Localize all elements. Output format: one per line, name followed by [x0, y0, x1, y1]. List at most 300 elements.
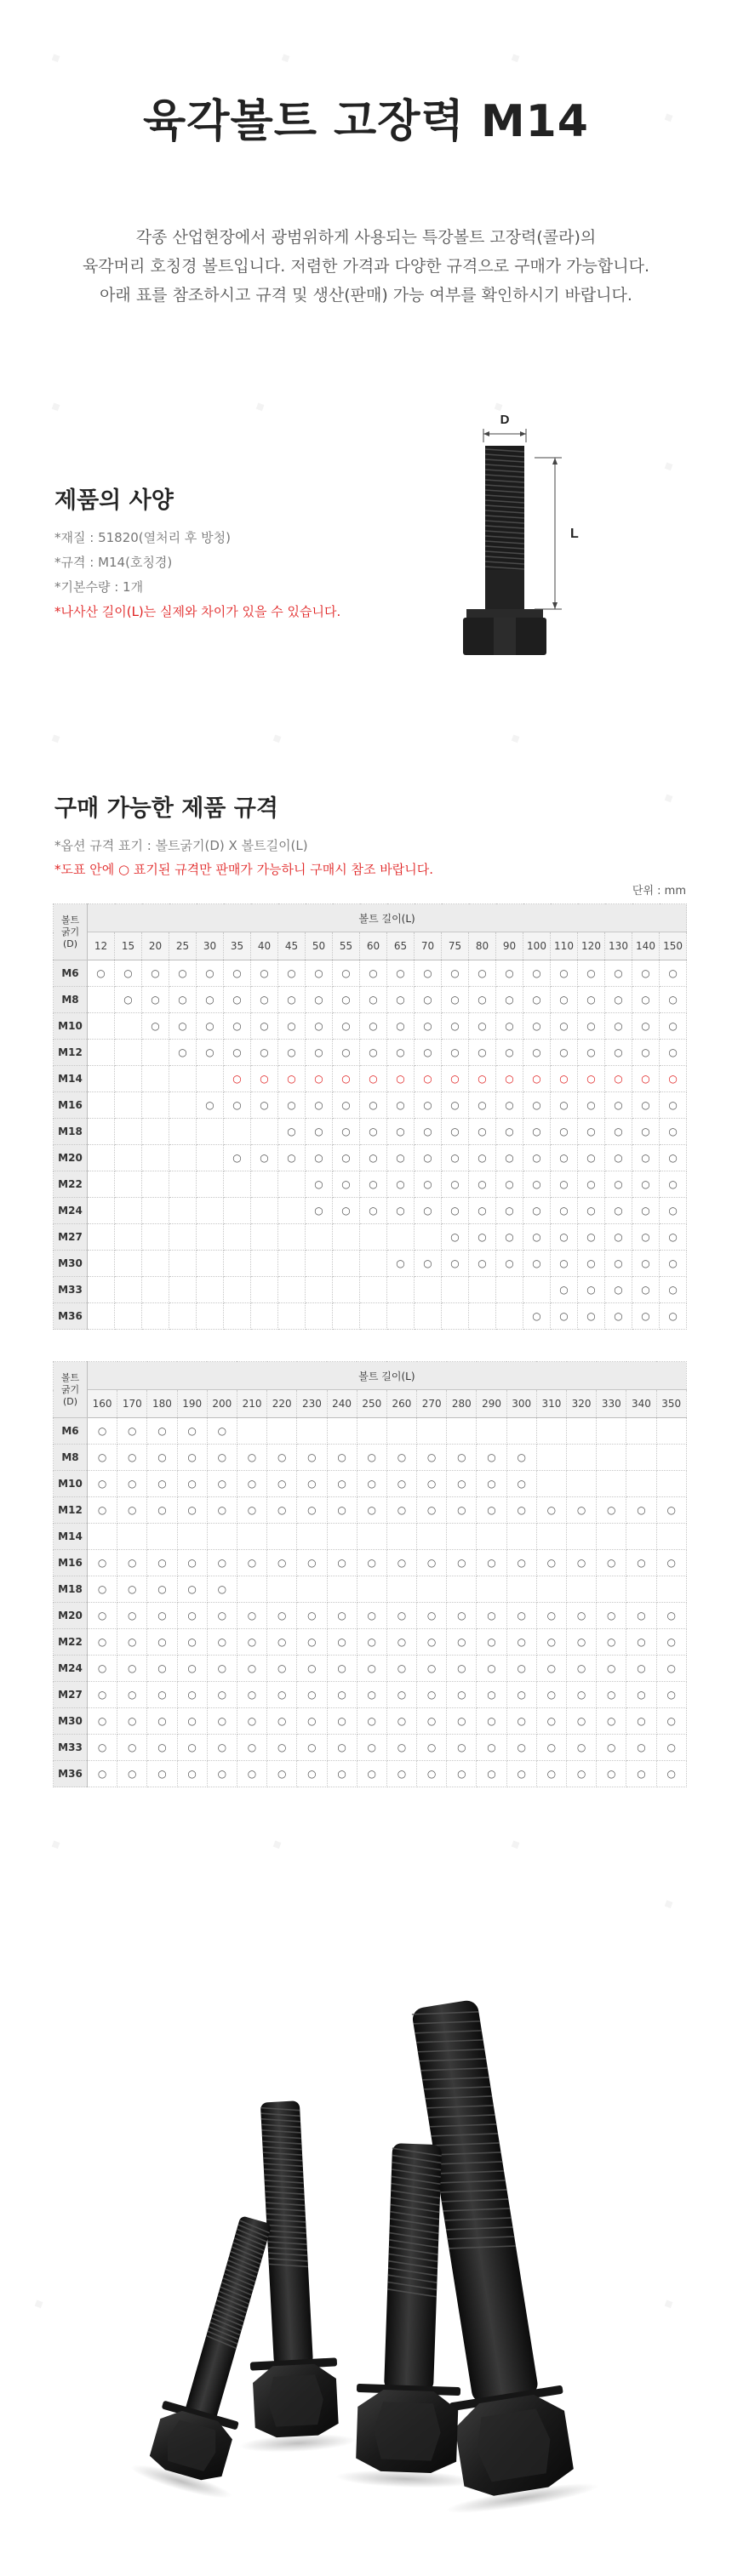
available-mark: ○: [523, 1040, 551, 1066]
available-mark: ○: [536, 1603, 566, 1629]
available-mark: ○: [357, 1656, 386, 1682]
available-mark: ○: [417, 1735, 447, 1761]
available-mark: ○: [169, 1013, 197, 1040]
available-mark: ○: [523, 1303, 551, 1330]
available-mark: ○: [142, 987, 169, 1013]
empty-cell: [88, 1277, 115, 1303]
available-mark: ○: [477, 1445, 506, 1471]
available-mark: ○: [506, 1603, 536, 1629]
available-mark: ○: [237, 1735, 266, 1761]
available-mark: ○: [551, 1303, 578, 1330]
available-mark: ○: [327, 1682, 357, 1708]
available-mark: ○: [442, 1066, 469, 1092]
available-mark: ○: [267, 1708, 297, 1735]
length-column-header: 300: [506, 1390, 536, 1418]
available-mark: ○: [477, 1471, 506, 1497]
available-mark: ○: [415, 1013, 442, 1040]
available-mark: ○: [251, 960, 278, 987]
empty-cell: [147, 1524, 177, 1550]
available-mark: ○: [360, 1013, 387, 1040]
length-column-header: 260: [386, 1390, 416, 1418]
empty-cell: [197, 1198, 224, 1224]
available-mark: ○: [327, 1471, 357, 1497]
available-mark: ○: [387, 1092, 415, 1119]
diameter-row-header: M20: [54, 1603, 88, 1629]
available-mark: ○: [605, 1145, 632, 1171]
available-mark: ○: [142, 1013, 169, 1040]
available-mark: ○: [297, 1735, 327, 1761]
available-mark: ○: [578, 1119, 605, 1145]
empty-cell: [306, 1251, 333, 1277]
available-mark: ○: [88, 1550, 117, 1576]
length-column-header: 270: [417, 1390, 447, 1418]
available-mark: ○: [442, 1224, 469, 1251]
empty-cell: [442, 1303, 469, 1330]
available-mark: ○: [578, 1013, 605, 1040]
available-mark: ○: [578, 1251, 605, 1277]
empty-cell: [197, 1277, 224, 1303]
empty-cell: [88, 1303, 115, 1330]
available-mark: ○: [327, 1445, 357, 1471]
length-column-header: 65: [387, 932, 415, 960]
available-mark: ○: [177, 1656, 207, 1682]
table-length-header: 볼트 길이(L): [88, 1362, 687, 1390]
available-mark: ○: [660, 987, 687, 1013]
empty-cell: [327, 1576, 357, 1603]
empty-cell: [115, 1092, 142, 1119]
available-mark: ○: [88, 1629, 117, 1656]
available-mark: ○: [333, 1171, 360, 1198]
available-mark: ○: [506, 1445, 536, 1471]
available-mark: ○: [387, 1198, 415, 1224]
available-mark: ○: [578, 1303, 605, 1330]
available-mark: ○: [523, 1171, 551, 1198]
empty-cell: [536, 1418, 566, 1445]
available-mark: ○: [224, 1013, 251, 1040]
length-column-header: 310: [536, 1390, 566, 1418]
length-column-header: 12: [88, 932, 115, 960]
available-mark: ○: [224, 1066, 251, 1092]
length-column-header: 140: [632, 932, 660, 960]
spec-item: *규격 : M14(호칭경): [54, 555, 173, 570]
available-mark: ○: [207, 1761, 237, 1787]
available-mark: ○: [578, 1092, 605, 1119]
diameter-label: D: [500, 413, 510, 427]
available-mark: ○: [496, 1171, 523, 1198]
available-mark: ○: [597, 1497, 626, 1524]
table-row: [54, 1761, 687, 1787]
available-mark: ○: [117, 1682, 147, 1708]
available-mark: ○: [297, 1497, 327, 1524]
available-mark: ○: [177, 1682, 207, 1708]
available-mark: ○: [207, 1576, 237, 1603]
available-mark: ○: [523, 1145, 551, 1171]
empty-cell: [278, 1251, 306, 1277]
empty-cell: [278, 1303, 306, 1330]
watermark-mark: ◆: [661, 109, 676, 126]
available-mark: ○: [147, 1576, 177, 1603]
available-mark: ○: [387, 1171, 415, 1198]
length-label: L: [570, 527, 579, 541]
available-mark: ○: [632, 1251, 660, 1277]
empty-cell: [88, 1013, 115, 1040]
empty-cell: [251, 1198, 278, 1224]
watermark-mark: ◆: [508, 49, 523, 66]
empty-cell: [169, 1145, 197, 1171]
available-mark: ○: [447, 1708, 477, 1735]
diameter-row-header: M24: [54, 1656, 88, 1682]
empty-cell: [251, 1251, 278, 1277]
available-mark: ○: [551, 1277, 578, 1303]
available-mark: ○: [523, 1066, 551, 1092]
table-row: [54, 1603, 687, 1629]
empty-cell: [142, 1198, 169, 1224]
available-mark: ○: [536, 1550, 566, 1576]
empty-cell: [207, 1524, 237, 1550]
empty-cell: [237, 1576, 266, 1603]
watermark-mark: ◆: [661, 1895, 676, 1912]
available-mark: ○: [360, 1040, 387, 1066]
available-mark: ○: [177, 1629, 207, 1656]
diameter-row-header: M16: [54, 1092, 88, 1119]
spec-title: 제품의 사양: [54, 487, 174, 514]
length-column-header: 60: [360, 932, 387, 960]
available-mark: ○: [442, 1040, 469, 1066]
diameter-row-header: M27: [54, 1682, 88, 1708]
available-mark: ○: [597, 1708, 626, 1735]
length-column-header: 240: [327, 1390, 357, 1418]
available-mark: ○: [442, 960, 469, 987]
available-mark: ○: [267, 1629, 297, 1656]
available-mark: ○: [417, 1708, 447, 1735]
empty-cell: [267, 1576, 297, 1603]
buy-legend: *옵션 규격 표기 : 볼트굵기(D) X 볼트길이(L): [54, 838, 308, 853]
available-mark: ○: [278, 1040, 306, 1066]
available-mark: ○: [297, 1445, 327, 1471]
empty-cell: [278, 1277, 306, 1303]
empty-cell: [442, 1277, 469, 1303]
available-mark: ○: [251, 1066, 278, 1092]
table-row: [54, 1418, 687, 1445]
empty-cell: [197, 1303, 224, 1330]
empty-cell: [88, 1145, 115, 1171]
available-mark: ○: [197, 1040, 224, 1066]
empty-cell: [333, 1224, 360, 1251]
available-mark: ○: [656, 1550, 686, 1576]
available-mark: ○: [267, 1471, 297, 1497]
available-mark: ○: [117, 1497, 147, 1524]
unit-label: 단위 : mm: [632, 885, 686, 898]
empty-cell: [297, 1524, 327, 1550]
available-mark: ○: [632, 1145, 660, 1171]
available-mark: ○: [597, 1550, 626, 1576]
length-column-header: 320: [567, 1390, 597, 1418]
available-mark: ○: [297, 1471, 327, 1497]
available-mark: ○: [197, 1013, 224, 1040]
diameter-row-header: M20: [54, 1145, 88, 1171]
diameter-row-header: M10: [54, 1471, 88, 1497]
empty-cell: [278, 1224, 306, 1251]
empty-cell: [88, 1251, 115, 1277]
diameter-row-header: M10: [54, 1013, 88, 1040]
available-mark: ○: [660, 1171, 687, 1198]
available-mark: ○: [357, 1550, 386, 1576]
empty-cell: [417, 1576, 447, 1603]
empty-cell: [477, 1576, 506, 1603]
available-mark: ○: [147, 1761, 177, 1787]
available-mark: ○: [442, 1092, 469, 1119]
available-mark: ○: [632, 1303, 660, 1330]
available-mark: ○: [327, 1735, 357, 1761]
available-mark: ○: [224, 1040, 251, 1066]
length-column-header: 30: [197, 932, 224, 960]
intro-text: [0, 223, 732, 310]
available-mark: ○: [523, 1119, 551, 1145]
buy-title: 구매 가능한 제품 규격: [54, 795, 278, 822]
available-mark: ○: [169, 1040, 197, 1066]
available-mark: ○: [267, 1761, 297, 1787]
available-mark: ○: [523, 1198, 551, 1224]
available-mark: ○: [660, 1145, 687, 1171]
spec-warning: *나사산 길이(L)는 실제와 차이가 있을 수 있습니다.: [54, 604, 341, 619]
diameter-row-header: M18: [54, 1576, 88, 1603]
diameter-row-header: M14: [54, 1524, 88, 1550]
available-mark: ○: [496, 1198, 523, 1224]
available-mark: ○: [297, 1761, 327, 1787]
available-mark: ○: [357, 1708, 386, 1735]
available-mark: ○: [237, 1550, 266, 1576]
available-mark: ○: [551, 1224, 578, 1251]
available-mark: ○: [360, 1171, 387, 1198]
available-mark: ○: [197, 960, 224, 987]
empty-cell: [306, 1303, 333, 1330]
table-row: [54, 1576, 687, 1603]
available-mark: ○: [147, 1708, 177, 1735]
available-mark: ○: [567, 1761, 597, 1787]
available-mark: ○: [333, 1040, 360, 1066]
available-mark: ○: [306, 1198, 333, 1224]
available-mark: ○: [207, 1629, 237, 1656]
table-corner-label: 볼트 굵기 (D): [54, 1362, 88, 1418]
available-mark: ○: [306, 987, 333, 1013]
available-mark: ○: [224, 1092, 251, 1119]
empty-cell: [169, 1092, 197, 1119]
available-mark: ○: [477, 1629, 506, 1656]
available-mark: ○: [605, 1092, 632, 1119]
available-mark: ○: [147, 1445, 177, 1471]
available-mark: ○: [660, 1303, 687, 1330]
available-mark: ○: [447, 1471, 477, 1497]
available-mark: ○: [333, 1092, 360, 1119]
empty-cell: [447, 1576, 477, 1603]
available-mark: ○: [632, 1198, 660, 1224]
available-mark: ○: [469, 1040, 496, 1066]
empty-cell: [251, 1303, 278, 1330]
watermark-mark: ◆: [49, 1836, 63, 1853]
empty-cell: [224, 1171, 251, 1198]
empty-cell: [237, 1418, 266, 1445]
available-mark: ○: [306, 1040, 333, 1066]
available-mark: ○: [297, 1682, 327, 1708]
available-mark: ○: [656, 1708, 686, 1735]
available-mark: ○: [578, 1277, 605, 1303]
available-mark: ○: [267, 1550, 297, 1576]
empty-cell: [169, 1277, 197, 1303]
available-mark: ○: [278, 1066, 306, 1092]
watermark-mark: ◆: [31, 2295, 46, 2312]
available-mark: ○: [207, 1497, 237, 1524]
length-column-header: 15: [115, 932, 142, 960]
available-mark: ○: [267, 1497, 297, 1524]
available-mark: ○: [523, 960, 551, 987]
available-mark: ○: [251, 1092, 278, 1119]
available-mark: ○: [169, 987, 197, 1013]
empty-cell: [656, 1471, 686, 1497]
available-mark: ○: [578, 1171, 605, 1198]
available-mark: ○: [567, 1656, 597, 1682]
available-mark: ○: [197, 987, 224, 1013]
empty-cell: [224, 1303, 251, 1330]
available-mark: ○: [415, 1119, 442, 1145]
available-mark: ○: [551, 1119, 578, 1145]
table-row: [54, 1277, 687, 1303]
empty-cell: [333, 1277, 360, 1303]
available-mark: ○: [447, 1445, 477, 1471]
available-mark: ○: [477, 1603, 506, 1629]
available-mark: ○: [523, 1092, 551, 1119]
available-mark: ○: [597, 1656, 626, 1682]
empty-cell: [626, 1445, 656, 1471]
available-mark: ○: [578, 1040, 605, 1066]
empty-cell: [169, 1171, 197, 1198]
available-mark: ○: [297, 1656, 327, 1682]
diameter-row-header: M8: [54, 1445, 88, 1471]
length-column-header: 130: [605, 932, 632, 960]
table-row: [54, 1198, 687, 1224]
empty-cell: [197, 1145, 224, 1171]
empty-cell: [115, 1145, 142, 1171]
available-mark: ○: [496, 1119, 523, 1145]
available-mark: ○: [88, 1576, 117, 1603]
available-mark: ○: [278, 1145, 306, 1171]
available-mark: ○: [177, 1497, 207, 1524]
available-mark: ○: [415, 1092, 442, 1119]
available-mark: ○: [306, 1119, 333, 1145]
table-row: [54, 960, 687, 987]
table-row: [54, 1550, 687, 1576]
available-mark: ○: [660, 960, 687, 987]
available-mark: ○: [536, 1708, 566, 1735]
available-mark: ○: [251, 1040, 278, 1066]
available-mark: ○: [386, 1708, 416, 1735]
empty-cell: [469, 1277, 496, 1303]
available-mark: ○: [117, 1471, 147, 1497]
length-column-header: 250: [357, 1390, 386, 1418]
available-mark: ○: [551, 1145, 578, 1171]
intro-line: 각종 산업현장에서 광범위하게 사용되는 특강볼트 고장력(콜라)의: [135, 228, 597, 247]
length-column-header: 350: [656, 1390, 686, 1418]
length-column-header: 20: [142, 932, 169, 960]
available-mark: ○: [496, 1066, 523, 1092]
empty-cell: [142, 1145, 169, 1171]
diameter-row-header: M33: [54, 1735, 88, 1761]
available-mark: ○: [387, 1066, 415, 1092]
empty-cell: [267, 1524, 297, 1550]
diameter-row-header: M27: [54, 1224, 88, 1251]
empty-cell: [506, 1576, 536, 1603]
watermark-mark: ◆: [508, 730, 523, 747]
available-mark: ○: [387, 1013, 415, 1040]
empty-cell: [417, 1418, 447, 1445]
available-mark: ○: [660, 1277, 687, 1303]
available-mark: ○: [447, 1497, 477, 1524]
available-mark: ○: [605, 1198, 632, 1224]
empty-cell: [567, 1445, 597, 1471]
available-mark: ○: [237, 1445, 266, 1471]
watermark-mark: ◆: [661, 789, 676, 806]
available-mark: ○: [656, 1656, 686, 1682]
available-mark: ○: [386, 1735, 416, 1761]
available-mark: ○: [578, 1066, 605, 1092]
available-mark: ○: [551, 1251, 578, 1277]
empty-cell: [142, 1277, 169, 1303]
diameter-row-header: M30: [54, 1251, 88, 1277]
empty-cell: [197, 1171, 224, 1198]
available-mark: ○: [477, 1735, 506, 1761]
available-mark: ○: [147, 1471, 177, 1497]
empty-cell: [447, 1524, 477, 1550]
available-mark: ○: [632, 960, 660, 987]
available-mark: ○: [469, 1092, 496, 1119]
available-mark: ○: [207, 1682, 237, 1708]
available-mark: ○: [147, 1550, 177, 1576]
available-mark: ○: [387, 1251, 415, 1277]
available-mark: ○: [207, 1550, 237, 1576]
available-mark: ○: [333, 1013, 360, 1040]
available-mark: ○: [469, 1119, 496, 1145]
watermark-mark: ◆: [270, 1836, 284, 1853]
empty-cell: [333, 1251, 360, 1277]
spec-item: *기본수량 : 1개: [54, 579, 144, 595]
empty-cell: [142, 1040, 169, 1066]
available-mark: ○: [357, 1629, 386, 1656]
available-mark: ○: [117, 1761, 147, 1787]
empty-cell: [224, 1224, 251, 1251]
empty-cell: [117, 1524, 147, 1550]
empty-cell: [169, 1224, 197, 1251]
length-column-header: 70: [415, 932, 442, 960]
available-mark: ○: [417, 1603, 447, 1629]
available-mark: ○: [327, 1497, 357, 1524]
available-mark: ○: [626, 1761, 656, 1787]
available-mark: ○: [660, 1013, 687, 1040]
empty-cell: [360, 1303, 387, 1330]
bolt-dimension-diagram: [443, 408, 647, 681]
available-mark: ○: [386, 1497, 416, 1524]
available-mark: ○: [506, 1471, 536, 1497]
available-mark: ○: [605, 1224, 632, 1251]
available-mark: ○: [417, 1656, 447, 1682]
empty-cell: [327, 1418, 357, 1445]
available-mark: ○: [387, 1119, 415, 1145]
available-mark: ○: [506, 1497, 536, 1524]
length-column-header: 210: [237, 1390, 266, 1418]
spec-list: [54, 526, 340, 624]
diameter-row-header: M12: [54, 1497, 88, 1524]
available-mark: ○: [306, 1145, 333, 1171]
empty-cell: [415, 1224, 442, 1251]
available-mark: ○: [306, 1092, 333, 1119]
